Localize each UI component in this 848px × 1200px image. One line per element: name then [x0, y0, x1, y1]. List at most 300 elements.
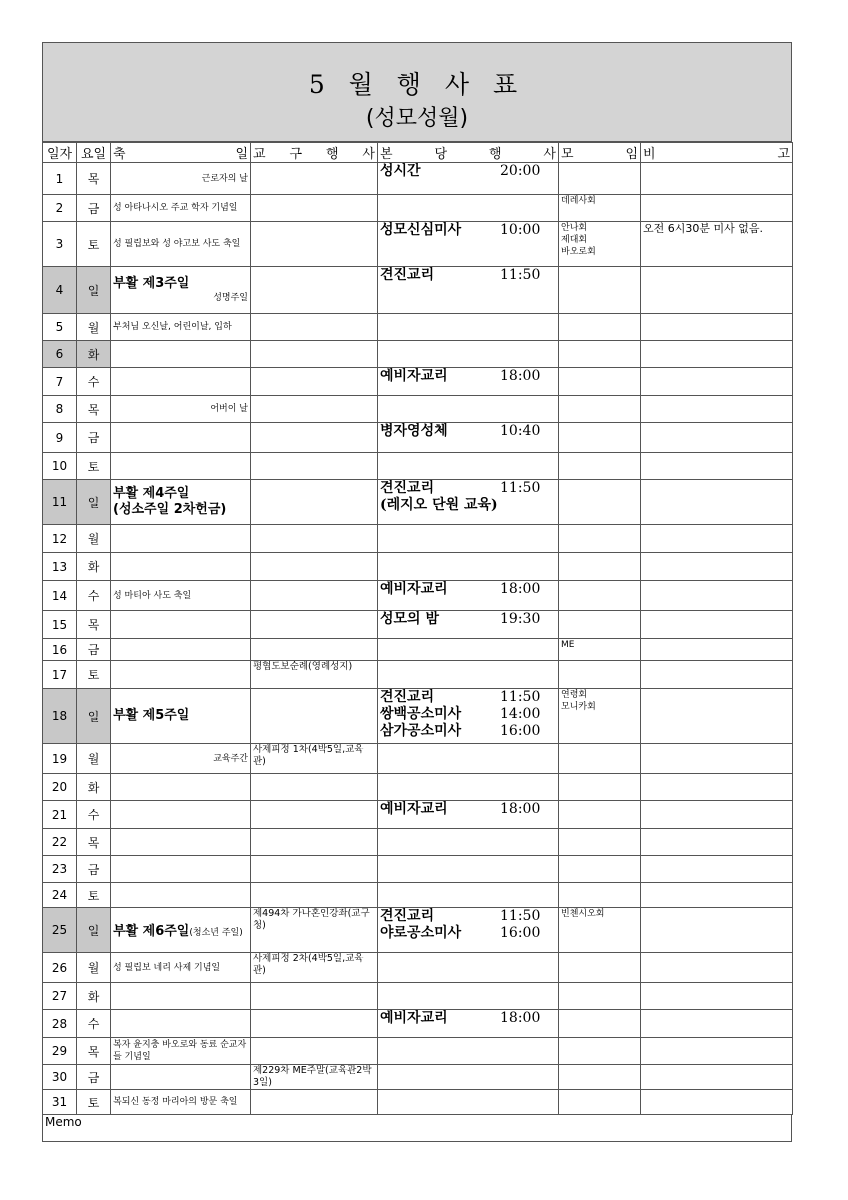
parish-event-cell — [378, 1010, 559, 1038]
note-cell — [641, 195, 793, 222]
feast-cell — [111, 163, 251, 195]
weekday-cell: 수 — [77, 368, 111, 396]
meeting-cell — [559, 801, 641, 829]
note-cell — [641, 396, 793, 423]
parish-event-time: 18:00 — [500, 581, 541, 597]
diocese-event-cell — [251, 222, 378, 267]
meeting-cell — [559, 744, 641, 774]
weekday-cell: 금 — [77, 195, 111, 222]
meeting-cell — [559, 1010, 641, 1038]
weekday-cell: 월 — [77, 525, 111, 553]
feast-cell — [111, 423, 251, 453]
parish-event-cell — [378, 744, 559, 774]
feast-text: 교육주간 — [213, 753, 248, 764]
parish-event-time: 18:00 — [500, 368, 541, 384]
feast-sunday-title: 부활 제5주일 — [113, 708, 190, 723]
weekday-cell: 화 — [77, 341, 111, 368]
meeting-cell — [559, 611, 641, 639]
parish-event-cell — [378, 368, 559, 396]
memo-label: Memo — [45, 1115, 82, 1129]
parish-event-cell — [378, 829, 559, 856]
note-cell — [641, 553, 793, 581]
parish-event-cell — [378, 883, 559, 908]
feast-cell — [111, 639, 251, 661]
meeting-cell — [559, 195, 641, 222]
feast-cell — [111, 689, 251, 744]
header-edu-char: 사 — [362, 147, 375, 162]
diocese-event-cell — [251, 396, 378, 423]
schedule-row — [43, 829, 793, 856]
parish-event-name: 견진교리 — [380, 480, 435, 496]
parish-event-cell — [378, 480, 559, 525]
date-cell: 8 — [43, 396, 77, 423]
parish-event-cell — [378, 953, 559, 983]
diocese-event-text: 제229차 ME주말(교육관2박3일) — [253, 1065, 372, 1088]
note-cell — [641, 581, 793, 611]
weekday-cell: 토 — [77, 883, 111, 908]
date-cell: 13 — [43, 553, 77, 581]
header-parish-char: 당 — [434, 147, 448, 162]
date-cell: 26 — [43, 953, 77, 983]
feast-cell — [111, 267, 251, 314]
schedule-row — [43, 195, 793, 222]
header-edu-char: 교 — [253, 147, 266, 162]
parish-event — [380, 497, 556, 514]
parish-event-name: 견진교리 — [380, 908, 435, 924]
parish-event-time: 18:00 — [500, 1010, 541, 1026]
diocese-event-cell — [251, 1065, 378, 1090]
note-cell — [641, 953, 793, 983]
feast-cell — [111, 222, 251, 267]
note-text: 오전 6시30분 미사 없음. — [643, 222, 763, 235]
schedule-row — [43, 1010, 793, 1038]
diocese-event-cell — [251, 453, 378, 480]
schedule-body — [43, 163, 793, 1115]
parish-event-cell — [378, 611, 559, 639]
weekday-cell: 목 — [77, 829, 111, 856]
header-feast — [111, 143, 251, 163]
weekday-cell: 토 — [77, 222, 111, 267]
feast-cell — [111, 883, 251, 908]
date-cell: 12 — [43, 525, 77, 553]
date-cell: 5 — [43, 314, 77, 341]
diocese-event-cell — [251, 314, 378, 341]
schedule-row — [43, 1090, 793, 1115]
schedule-row — [43, 396, 793, 423]
header-feast-char: 축 — [113, 147, 126, 162]
parish-event — [380, 267, 556, 284]
header-meeting-char: 임 — [625, 147, 638, 162]
diocese-event-cell — [251, 195, 378, 222]
date-cell: 21 — [43, 801, 77, 829]
note-cell — [641, 423, 793, 453]
parish-event-cell — [378, 639, 559, 661]
parish-event-cell — [378, 423, 559, 453]
feast-text: 성 아타나시오 주교 학자 기념일 — [113, 203, 238, 213]
parish-event-name: 견진교리 — [380, 267, 435, 283]
note-cell — [641, 856, 793, 883]
parish-event-name: 예비자교리 — [380, 1010, 448, 1026]
feast-cell — [111, 553, 251, 581]
feast-sunday-title: 부활 제6주일 — [113, 924, 190, 939]
header-feast-char: 일 — [235, 147, 248, 162]
meeting-text: 연령회 모니카회 — [561, 690, 596, 712]
meeting-cell — [559, 856, 641, 883]
note-cell — [641, 1090, 793, 1115]
schedule-row — [43, 267, 793, 314]
meeting-cell — [559, 480, 641, 525]
note-cell — [641, 801, 793, 829]
schedule-row — [43, 856, 793, 883]
weekday-cell: 금 — [77, 423, 111, 453]
parish-event-name: 견진교리 — [380, 689, 435, 705]
note-cell — [641, 368, 793, 396]
parish-event — [380, 706, 556, 723]
schedule-row — [43, 341, 793, 368]
note-cell — [641, 883, 793, 908]
parish-event-cell — [378, 525, 559, 553]
feast-cell — [111, 856, 251, 883]
header-meeting-char: 모 — [561, 147, 574, 162]
parish-event — [380, 908, 556, 925]
weekday-cell: 화 — [77, 774, 111, 801]
feast-text: 어버이 날 — [210, 404, 248, 414]
parish-event-cell — [378, 1065, 559, 1090]
meeting-cell — [559, 1065, 641, 1090]
weekday-cell: 일 — [77, 908, 111, 953]
diocese-event-cell — [251, 774, 378, 801]
parish-event-cell — [378, 222, 559, 267]
weekday-cell: 수 — [77, 801, 111, 829]
note-cell — [641, 774, 793, 801]
parish-event-time: 11:50 — [500, 689, 541, 705]
diocese-event-cell — [251, 267, 378, 314]
parish-event-cell — [378, 908, 559, 953]
date-cell: 2 — [43, 195, 77, 222]
note-cell — [641, 1010, 793, 1038]
diocese-event-cell — [251, 908, 378, 953]
schedule-row — [43, 1038, 793, 1065]
date-cell: 23 — [43, 856, 77, 883]
parish-event-time: 11:50 — [500, 267, 541, 283]
feast-cell — [111, 744, 251, 774]
schedule-row — [43, 983, 793, 1010]
parish-event — [380, 423, 556, 440]
feast-text: 성 마티아 사도 축일 — [113, 590, 192, 601]
parish-event-cell — [378, 314, 559, 341]
header-date: 일자 — [43, 143, 77, 163]
parish-event-cell — [378, 774, 559, 801]
note-cell — [641, 689, 793, 744]
diocese-event-cell — [251, 423, 378, 453]
parish-event-name: 예비자교리 — [380, 801, 448, 817]
meeting-cell — [559, 883, 641, 908]
diocese-event-cell — [251, 661, 378, 689]
date-cell: 9 — [43, 423, 77, 453]
feast-cell — [111, 525, 251, 553]
meeting-cell — [559, 953, 641, 983]
weekday-cell: 월 — [77, 314, 111, 341]
date-cell: 30 — [43, 1065, 77, 1090]
note-cell — [641, 661, 793, 689]
diocese-event-cell — [251, 525, 378, 553]
meeting-cell — [559, 908, 641, 953]
meeting-cell — [559, 314, 641, 341]
weekday-cell: 목 — [77, 1038, 111, 1065]
parish-event-cell — [378, 1038, 559, 1065]
schedule-row — [43, 774, 793, 801]
note-cell — [641, 453, 793, 480]
header-row — [43, 143, 793, 163]
weekday-cell: 토 — [77, 661, 111, 689]
note-cell — [641, 267, 793, 314]
meeting-cell — [559, 1090, 641, 1115]
feast-cell — [111, 396, 251, 423]
date-cell: 14 — [43, 581, 77, 611]
parish-event — [380, 723, 556, 740]
meeting-cell — [559, 423, 641, 453]
parish-event-time: 14:00 — [500, 706, 541, 722]
date-cell: 19 — [43, 744, 77, 774]
feast-text: 근로자의 날 — [201, 173, 248, 184]
diocese-event-cell — [251, 953, 378, 983]
header-parish-char: 본 — [380, 147, 393, 162]
diocese-event-cell — [251, 639, 378, 661]
note-cell — [641, 908, 793, 953]
schedule-row — [43, 314, 793, 341]
meeting-cell — [559, 163, 641, 195]
page-subtitle: (성모성월) — [365, 106, 469, 131]
diocese-event-cell — [251, 689, 378, 744]
diocese-event-text: 사제피정 2차(4박5일,교육관) — [253, 953, 364, 976]
date-cell: 7 — [43, 368, 77, 396]
parish-event-cell — [378, 341, 559, 368]
date-cell: 18 — [43, 689, 77, 744]
diocese-event-cell — [251, 1010, 378, 1038]
feast-cell — [111, 480, 251, 525]
schedule-sheet — [42, 42, 792, 1142]
feast-cell — [111, 774, 251, 801]
weekday-cell: 일 — [77, 267, 111, 314]
parish-event — [380, 368, 556, 385]
parish-event-cell — [378, 553, 559, 581]
header-parish-char: 행 — [488, 147, 502, 162]
note-cell — [641, 314, 793, 341]
page-title: 5 월 행 사 표 — [308, 70, 526, 99]
schedule-table — [42, 142, 793, 1115]
meeting-cell — [559, 267, 641, 314]
weekday-cell: 일 — [77, 689, 111, 744]
feast-cell — [111, 1090, 251, 1115]
parish-event-cell — [378, 195, 559, 222]
weekday-cell: 목 — [77, 163, 111, 195]
schedule-row — [43, 661, 793, 689]
parish-event-name: 예비자교리 — [380, 581, 448, 597]
weekday-cell: 월 — [77, 953, 111, 983]
diocese-event-text: 제494차 가나혼인강좌(교구청) — [253, 908, 370, 931]
parish-event-time: 16:00 — [500, 723, 541, 739]
diocese-event-cell — [251, 1090, 378, 1115]
schedule-row — [43, 689, 793, 744]
header-day: 요일 — [77, 143, 111, 163]
parish-event — [380, 801, 556, 818]
parish-event-cell — [378, 581, 559, 611]
schedule-row — [43, 744, 793, 774]
diocese-event-cell — [251, 368, 378, 396]
note-cell — [641, 611, 793, 639]
meeting-cell — [559, 829, 641, 856]
feast-cell — [111, 453, 251, 480]
date-cell: 11 — [43, 480, 77, 525]
feast-text: 부처님 오신날, 어린이날, 입하 — [113, 322, 232, 332]
note-cell — [641, 1065, 793, 1090]
weekday-cell: 토 — [77, 453, 111, 480]
feast-cell — [111, 611, 251, 639]
feast-text: 복되신 동정 마리아의 방문 축일 — [113, 1097, 238, 1107]
feast-cell — [111, 983, 251, 1010]
schedule-row — [43, 581, 793, 611]
weekday-cell: 수 — [77, 581, 111, 611]
diocese-event-text: 평협도보순례(영례성지) — [253, 661, 353, 672]
meeting-text: ME — [561, 640, 575, 650]
diocese-event-cell — [251, 801, 378, 829]
header-parish-char: 사 — [543, 147, 556, 162]
diocese-event-cell — [251, 829, 378, 856]
date-cell: 3 — [43, 222, 77, 267]
note-cell — [641, 163, 793, 195]
parish-event-name: 쌍백공소미사 — [380, 706, 462, 722]
note-cell — [641, 1038, 793, 1065]
parish-event-cell — [378, 396, 559, 423]
schedule-row — [43, 553, 793, 581]
diocese-event-cell — [251, 341, 378, 368]
parish-event-name: 병자영성체 — [380, 423, 448, 439]
note-cell — [641, 525, 793, 553]
diocese-event-text: 사제피정 1차(4박5일,교육관) — [253, 744, 364, 767]
date-cell: 16 — [43, 639, 77, 661]
feast-cell — [111, 1038, 251, 1065]
parish-event — [380, 1010, 556, 1027]
date-cell: 15 — [43, 611, 77, 639]
header-edu-char: 구 — [289, 147, 303, 162]
header-note-char: 비 — [643, 147, 656, 162]
date-cell: 1 — [43, 163, 77, 195]
parish-event-time: 20:00 — [500, 163, 541, 179]
parish-event — [380, 163, 556, 180]
parish-event-cell — [378, 453, 559, 480]
schedule-row — [43, 883, 793, 908]
meeting-cell — [559, 453, 641, 480]
meeting-text: 안나회 제대회 바오로회 — [561, 223, 596, 257]
feast-cell — [111, 908, 251, 953]
meeting-text: 빈첸시오회 — [561, 909, 605, 919]
feast-cell — [111, 341, 251, 368]
schedule-row — [43, 1065, 793, 1090]
note-cell — [641, 639, 793, 661]
meeting-cell — [559, 983, 641, 1010]
meeting-cell — [559, 581, 641, 611]
date-cell: 29 — [43, 1038, 77, 1065]
feast-cell — [111, 1065, 251, 1090]
schedule-row — [43, 480, 793, 525]
feast-cell — [111, 801, 251, 829]
date-cell: 20 — [43, 774, 77, 801]
feast-text: 성 필립보 네리 사제 기념일 — [113, 962, 221, 973]
note-cell — [641, 222, 793, 267]
note-cell — [641, 829, 793, 856]
parish-event-time: 10:40 — [500, 423, 541, 439]
parish-event-cell — [378, 801, 559, 829]
parish-event-cell — [378, 1090, 559, 1115]
feast-sunday-title: 부활 제4주일 (성소주일 2차헌금) — [113, 486, 227, 517]
meeting-cell — [559, 774, 641, 801]
feast-cell — [111, 829, 251, 856]
parish-event-time: 10:00 — [500, 222, 541, 238]
feast-cell — [111, 195, 251, 222]
parish-event — [380, 689, 556, 706]
schedule-row — [43, 163, 793, 195]
schedule-row — [43, 453, 793, 480]
schedule-row — [43, 611, 793, 639]
meeting-text: 데레사회 — [561, 196, 596, 206]
note-cell — [641, 480, 793, 525]
parish-event-name: 예비자교리 — [380, 368, 448, 384]
date-cell: 22 — [43, 829, 77, 856]
diocese-event-cell — [251, 480, 378, 525]
diocese-event-cell — [251, 983, 378, 1010]
meeting-cell — [559, 222, 641, 267]
date-cell: 6 — [43, 341, 77, 368]
note-cell — [641, 983, 793, 1010]
header-edu — [251, 143, 378, 163]
parish-event-time: 19:30 — [500, 611, 541, 627]
parish-event-cell — [378, 689, 559, 744]
schedule-row — [43, 423, 793, 453]
feast-text: 성 필립보와 성 야고보 사도 축일 — [113, 239, 241, 249]
header-meeting — [559, 143, 641, 163]
schedule-row — [43, 639, 793, 661]
feast-text: 복자 윤지충 바오로와 동료 순교자들 기념일 — [113, 1040, 247, 1062]
diocese-event-cell — [251, 163, 378, 195]
weekday-cell: 목 — [77, 611, 111, 639]
parish-event-cell — [378, 267, 559, 314]
header-parish — [378, 143, 559, 163]
schedule-row — [43, 953, 793, 983]
parish-event-cell — [378, 983, 559, 1010]
weekday-cell: 일 — [77, 480, 111, 525]
note-cell — [641, 744, 793, 774]
weekday-cell: 화 — [77, 553, 111, 581]
parish-event-time: 11:50 — [500, 908, 541, 924]
meeting-cell — [559, 639, 641, 661]
header-note-char: 고 — [777, 147, 790, 162]
parish-event-name: 야로공소미사 — [380, 925, 462, 941]
meeting-cell — [559, 341, 641, 368]
parish-event — [380, 611, 556, 628]
date-cell: 31 — [43, 1090, 77, 1115]
parish-event-name: 성시간 — [380, 163, 421, 179]
weekday-cell: 월 — [77, 744, 111, 774]
date-cell: 10 — [43, 453, 77, 480]
diocese-event-cell — [251, 883, 378, 908]
parish-event-cell — [378, 163, 559, 195]
header-note — [641, 143, 793, 163]
weekday-cell: 금 — [77, 639, 111, 661]
parish-event-time: 18:00 — [500, 801, 541, 817]
weekday-cell: 수 — [77, 1010, 111, 1038]
parish-event-cell — [378, 661, 559, 689]
date-cell: 24 — [43, 883, 77, 908]
